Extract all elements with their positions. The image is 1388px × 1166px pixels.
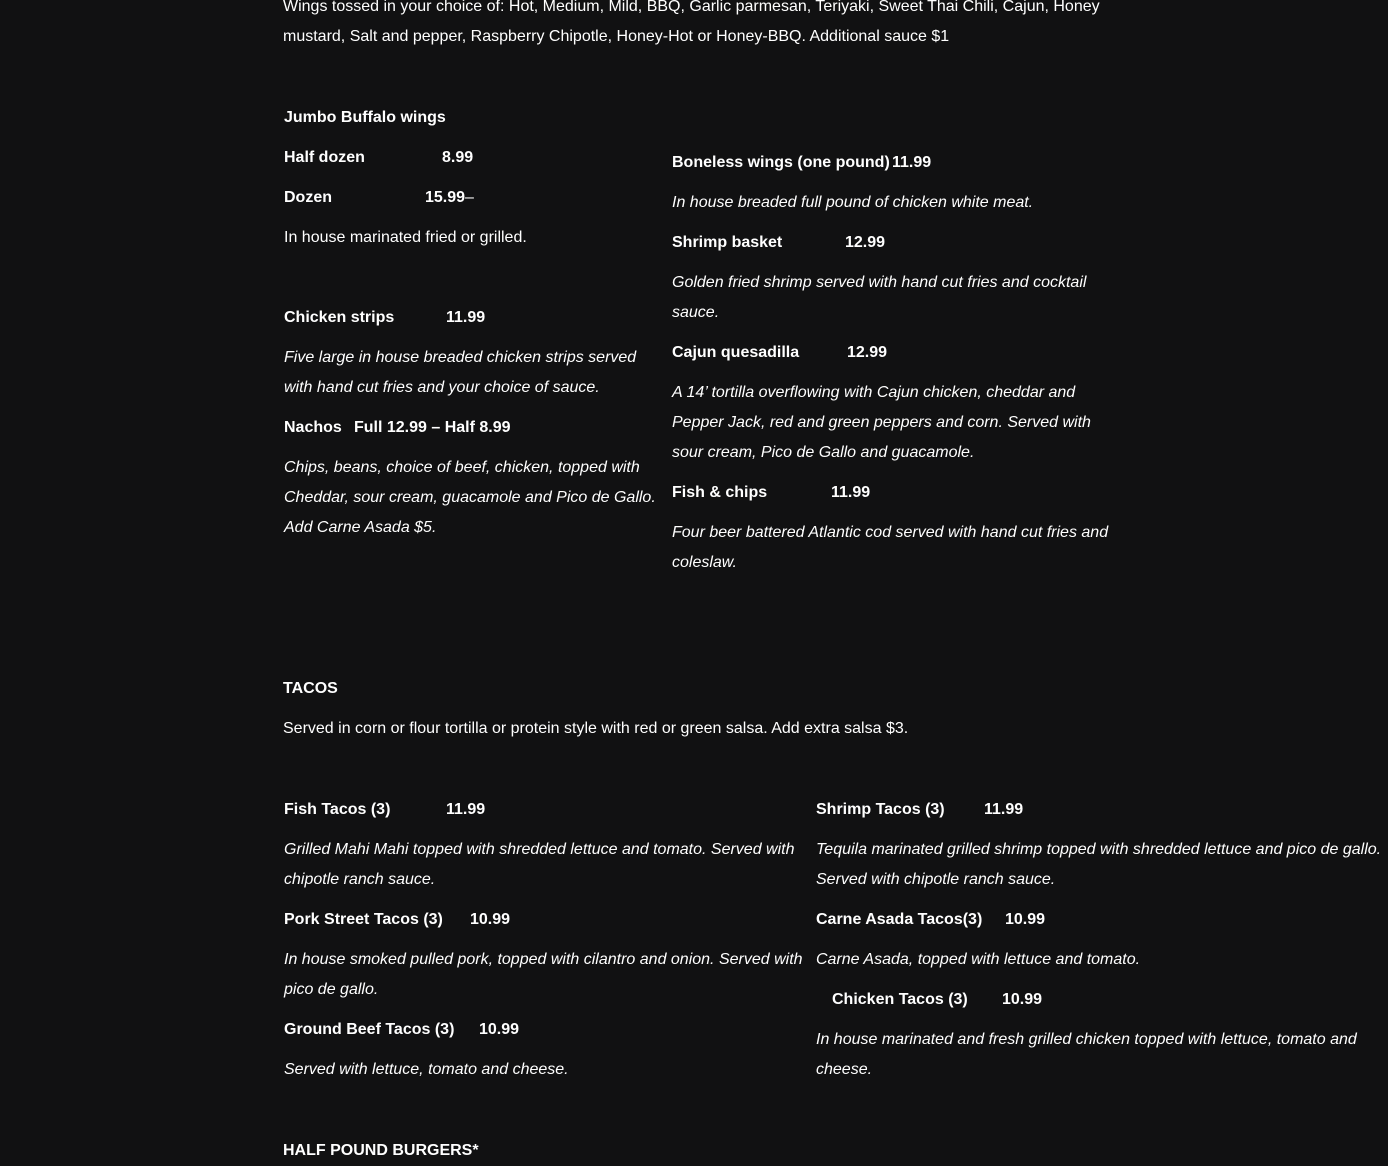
chicken-strips-desc: Five large in house breaded chicken strips served with hand cut fries and your choice of sauce.: [284, 349, 637, 396]
chicken-strips-price: 11.99: [446, 309, 486, 326]
wings-sauce-note-line1: Wings tossed in your choice of: Hot, Medium, Mild, BBQ, Garlic parmesan, Teriyaki, Sweet Thai Chili, Cajun, Honey: [283, 0, 1100, 15]
pork-tacos-price: 10.99: [470, 911, 511, 928]
shrimp-basket-desc: Golden fried shrimp served with hand cut fries and cocktail sauce.: [672, 274, 1087, 321]
fish-tacos-price: 11.99: [446, 801, 486, 818]
fish-tacos-desc: Grilled Mahi Mahi topped with shredded lettuce and tomato. Served with chipotle ranch sauce.: [284, 841, 795, 888]
beef-tacos-desc: Served with lettuce, tomato and cheese.: [284, 1061, 569, 1078]
carne-asada-tacos-name: Carne Asada Tacos(3): [816, 911, 983, 928]
shrimp-tacos-name: Shrimp Tacos (3): [816, 801, 945, 818]
dozen-price-suffix: –: [465, 189, 474, 206]
boneless-wings-name: Boneless wings (one pound): [672, 154, 890, 171]
carne-asada-tacos-price: 10.99: [1005, 911, 1046, 928]
cajun-quesadilla-name: Cajun quesadilla: [672, 344, 800, 361]
fish-chips-price: 11.99: [831, 484, 871, 501]
chicken-tacos-price: 10.99: [1002, 991, 1043, 1008]
wings-prep-note: In house marinated fried or grilled.: [284, 229, 527, 246]
tacos-note: Served in corn or flour tortilla or protein style with red or green salsa. Add extra salsa $3.: [283, 720, 909, 737]
dozen-name: Dozen: [284, 189, 332, 206]
carne-asada-tacos-desc: Carne Asada, topped with lettuce and tomato.: [816, 951, 1141, 968]
dozen-price-value: 15.99: [425, 189, 466, 206]
half-dozen-price: 8.99: [442, 149, 474, 166]
dozen-price: [425, 183, 474, 213]
chicken-tacos-desc: In house marinated and fresh grilled chicken topped with lettuce, tomato and cheese.: [816, 1031, 1357, 1078]
chicken-strips-name: Chicken strips: [284, 309, 395, 326]
fish-chips-name: Fish & chips: [672, 484, 768, 501]
boneless-wings-desc: In house breaded full pound of chicken white meat.: [672, 194, 1034, 211]
shrimp-basket-price: 12.99: [845, 234, 886, 251]
chicken-tacos-name: Chicken Tacos (3): [832, 991, 968, 1008]
cajun-quesadilla-desc: A 14’ tortilla overflowing with Cajun chicken, cheddar and Pepper Jack, red and green peppers and corn. Served with sour cream, Pico de Gallo and guacamole.: [672, 384, 1091, 461]
cajun-quesadilla-price: 12.99: [847, 344, 888, 361]
tacos-heading: TACOS: [283, 680, 338, 697]
nachos-desc: Chips, beans, choice of beef, chicken, topped with Cheddar, sour cream, guacamole and Pico de Gallo. Add Carne Asada $5.: [284, 459, 656, 536]
nachos-prices: Full 12.99 – Half 8.99: [354, 419, 511, 436]
pork-tacos-desc: In house smoked pulled pork, topped with cilantro and onion. Served with pico de gallo.: [284, 951, 803, 998]
beef-tacos-name: Ground Beef Tacos (3): [284, 1021, 455, 1038]
burgers-heading: HALF POUND BURGERS*: [283, 1142, 479, 1159]
fish-tacos-name: Fish Tacos (3): [284, 801, 391, 818]
boneless-wings-price: 11.99: [892, 154, 932, 171]
beef-tacos-price: 10.99: [479, 1021, 520, 1038]
shrimp-basket-name: Shrimp basket: [672, 234, 783, 251]
nachos-name: Nachos: [284, 419, 342, 436]
half-dozen-name: Half dozen: [284, 149, 365, 166]
wings-heading: Jumbo Buffalo wings: [284, 109, 446, 126]
fish-chips-desc: Four beer battered Atlantic cod served with hand cut fries and coleslaw.: [672, 524, 1109, 571]
shrimp-tacos-desc: Tequila marinated grilled shrimp topped with shredded lettuce and pico de gallo. Served with chipotle ranch sauce.: [816, 841, 1382, 888]
shrimp-tacos-price: 11.99: [984, 801, 1024, 818]
pork-tacos-name: Pork Street Tacos (3): [284, 911, 443, 928]
wings-sauce-note-line2: mustard, Salt and pepper, Raspberry Chipotle, Honey-Hot or Honey-BBQ. Additional sauce $1: [283, 28, 950, 45]
